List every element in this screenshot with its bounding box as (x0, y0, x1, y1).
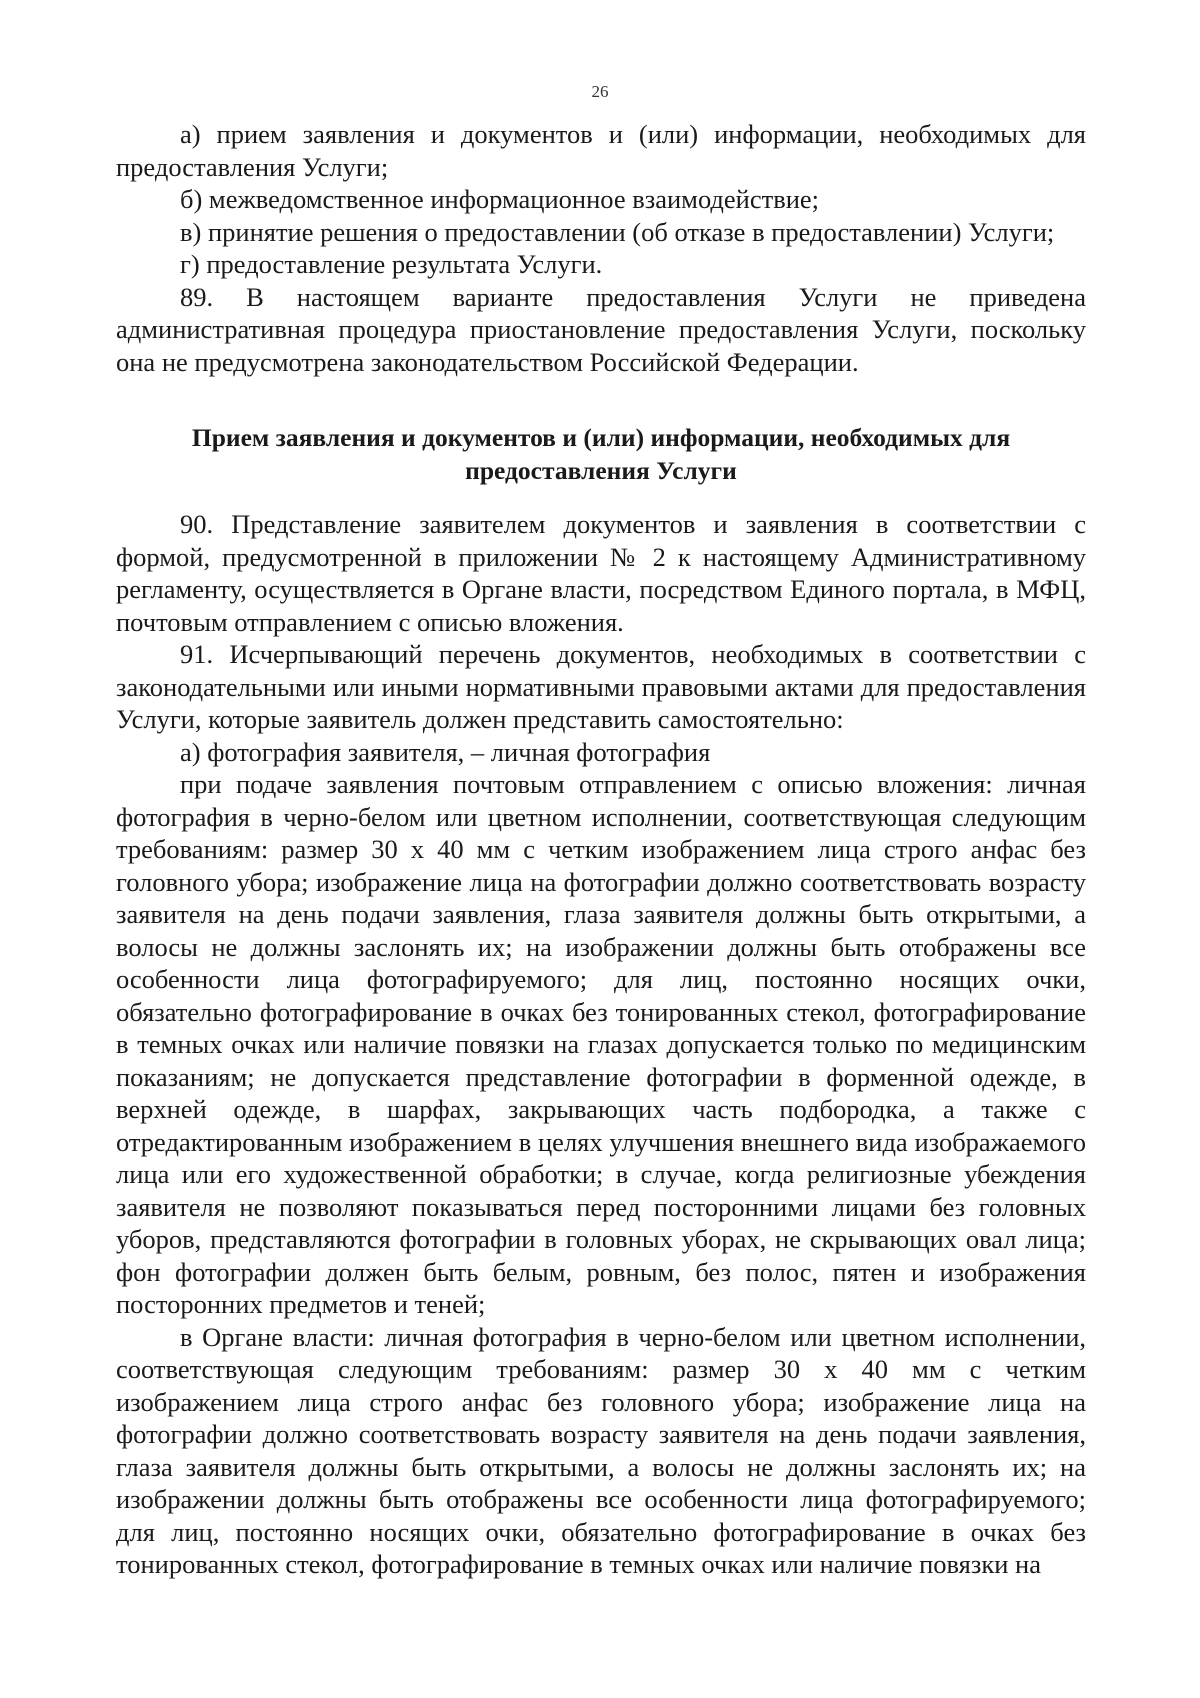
paragraph-89: 89. В настоящем варианте предоставления Услуги не приведена административная процедура приостановление предоставления Услуги, поскольку она не предусмотрена законодательством Российской Федерации. (116, 281, 1086, 377)
paragraph-authority-photo-requirements: в Органе власти: личная фотография в черно-белом или цветном исполнении, соответствующая следующим требованиям: размер 30 x 40 мм с четким изображением лица строго анфас без головного убора; изображение лица на фотографии должно соответствовать возрасту заявителя на день подачи заявления, глаза заявителя должны быть открытыми, а волосы не должны заслонять их; на изображении должны быть отображены все особенности лица фотографируемого; для лиц, постоянно носящих очки, обязательно фотографирование в очках без тонированных стекол, фотографирование в темных очках или наличие повязки на (116, 1321, 1086, 1579)
main-paragraphs (116, 508, 1086, 1581)
paragraph-postal-photo-requirements: при подаче заявления почтовым отправлением с описью вложения: личная фотография в черно-белом или цветном исполнении, соответствующая следующим требованиям: размер 30 x 40 мм с четким изображением лица строго анфас без головного убора; изображение лица на фотографии должно соответствовать возрасту заявителя на день подачи заявления, глаза заявителя должны быть открытыми, а волосы не должны заслонять их; на изображении должны быть отображены все особенности лица фотографируемого; для лиц, постоянно носящих очки, обязательно фотографирование в очках без тонированных стекол, фотографирование в темных очках или наличие повязки на глазах допускается только по медицинским показаниям; не допускается представление фотографии в форменной одежде, в верхней одежде, в шарфах, закрывающих часть подбородка, а также с отредактированным изображением в целях улучшения внешнего вида изображаемого лица или его художественной обработки; в случае, когда религиозные убеждения заявителя не позволяют показываться перед посторонними лицами без головных уборов, представляются фотографии в головных уборах, не скрывающих овал лица; фон фотографии должен быть белым, ровным, без полос, пятен и изображения посторонних предметов и теней; (116, 769, 1086, 1319)
section-heading-line-1: Прием заявления и документов и (или) информации, необходимых для (191, 423, 1011, 452)
section-heading (116, 422, 1086, 487)
page-number: 26 (591, 82, 609, 101)
paragraph-item-a: а) прием заявления и документов и (или) информации, необходимых для предоставления Услуги; (116, 119, 1086, 182)
section-heading-line-2: предоставления Услуги (465, 455, 737, 485)
paragraph-item-v: в) принятие решения о предоставлении (об отказе в предоставлении) Услуги; (180, 216, 1055, 247)
paragraph-90: 90. Представление заявителем документов и заявления в соответствии с формой, предусмотренной в приложении № 2 к настоящему Административному регламенту, осуществляется в Органе власти, посредством Единого портала, в МФЦ, почтовым отправлением с описью вложения. (116, 509, 1086, 637)
paragraph-91: 91. Исчерпывающий перечень документов, необходимых в соответствии с законодательными или иными нормативными правовыми актами для предоставления Услуги, которые заявитель должен представить самостоятельно: (116, 639, 1086, 734)
paragraph-item-b: б) межведомственное информационное взаимодействие; (180, 184, 820, 214)
paragraph-item-g: г) предоставление результата Услуги. (180, 249, 603, 279)
paragraph-91-a: а) фотография заявителя, – личная фотография (180, 736, 711, 767)
intro-paragraphs (116, 118, 1086, 378)
